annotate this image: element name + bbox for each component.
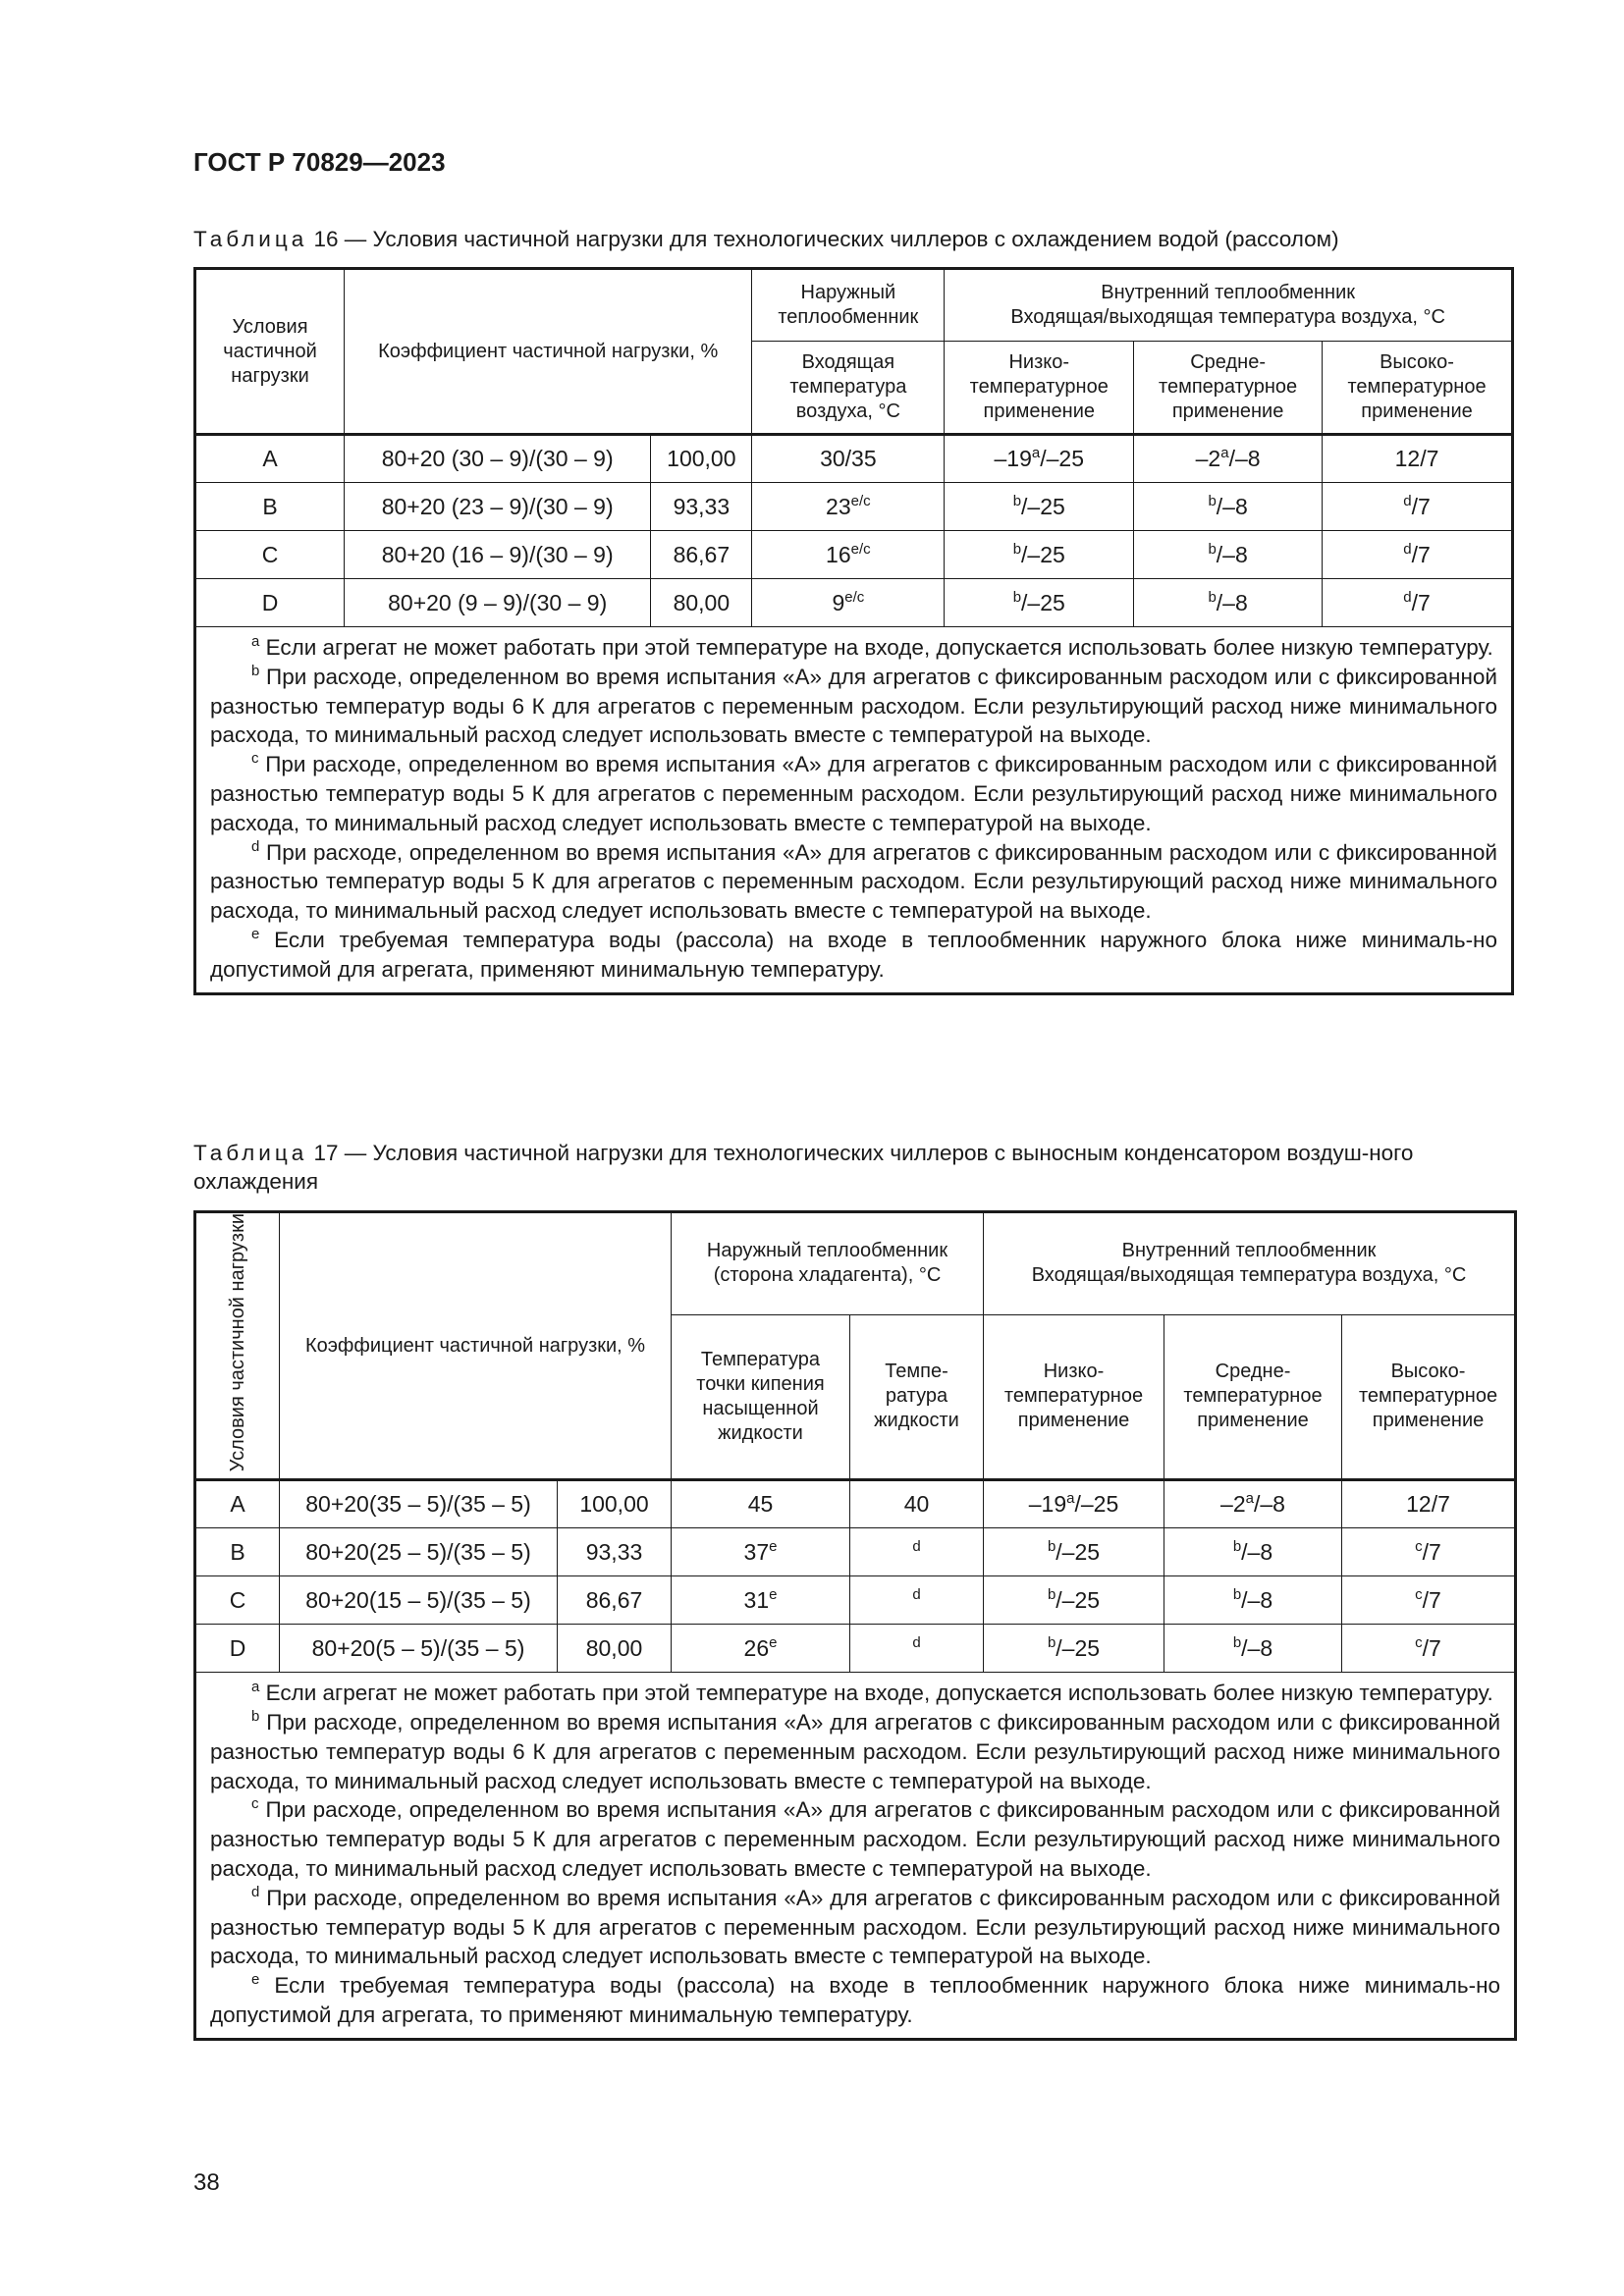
t17-mid-pre: b (1232, 1537, 1242, 1555)
footnote-mark: b (251, 662, 260, 679)
t17-header-outer-line2: (сторона хладагента), °С (713, 1264, 942, 1287)
t17-header-inner-line1: Внутренний теплообменник (1121, 1240, 1377, 1262)
t17-cell-high (1342, 1625, 1516, 1673)
table-row (195, 483, 1513, 531)
footnote (210, 1884, 1500, 1971)
t16-header-outer-sub: Входящая температура воздуха, °С (752, 342, 945, 435)
t16-cell-pct: 86,67 (651, 531, 752, 579)
t17-boil-value: 45 (747, 1491, 774, 1518)
t17-mid-post: /–8 (1241, 1538, 1273, 1565)
footnote-text: При расходе, определенном во время испытания «А» для агрегатов с фиксированным расходом или с фиксированной разностью температур воды 5 К для агрегатов с переменным расходом. Если результирующий расход ниже минимального расхода, то минимальный расход следует использовать вместе с температурой на выходе. (210, 839, 1497, 924)
t16-cell-high (1323, 435, 1513, 483)
t17-header-inner-group (984, 1212, 1516, 1315)
table-row (195, 1625, 1516, 1673)
t17-boil-value: 31 (743, 1586, 770, 1613)
t17-cell-liquid (850, 1625, 984, 1673)
t16-outer-value: 16 (826, 541, 851, 567)
t17-cell-low (984, 1528, 1164, 1576)
footnote (210, 926, 1497, 985)
t17-footnotes (195, 1673, 1516, 2040)
t17-mid-sup: а (1245, 1490, 1254, 1508)
t16-cell-mid (1134, 579, 1323, 627)
t16-outer-value: 23 (826, 493, 851, 519)
t16-mid-sup: а (1220, 445, 1229, 461)
t17-cell-formula: 80+20(25 – 5)/(35 – 5) (280, 1528, 558, 1576)
t17-low-post: /–25 (1056, 1634, 1101, 1661)
footnote-text: При расходе, определенном во время испытания «А» для агрегатов с фиксированным расходом или с фиксированной разностью температур воды 5 К для агрегатов с переменным расходом. Если результирующий расход ниже минимального расхода, то минимальный расход следует использовать вместе с температурой на выходе. (210, 752, 1497, 835)
t17-low-post: /–25 (1056, 1586, 1101, 1613)
t16-header-mid: Средне-температурное применение (1134, 342, 1323, 435)
t16-cell-outer (752, 435, 945, 483)
footnote-text: Если агрегат не может работать при этой температуре на входе, допускается использовать более низкую температуру. (259, 1681, 1493, 1706)
t16-low-post: /–25 (1021, 589, 1065, 615)
t17-liquid-sup: d (912, 1585, 921, 1603)
t16-cell-low (945, 483, 1134, 531)
t17-mid-post: /–8 (1241, 1634, 1273, 1661)
t16-header-high: Высоко-температурное применение (1323, 342, 1513, 435)
t17-liquid-sup: d (912, 1633, 921, 1651)
t17-high-value: /7 (1422, 1586, 1441, 1613)
t17-cell-high (1342, 1480, 1516, 1528)
footnote-mark: b (251, 1708, 260, 1726)
footnote (210, 1679, 1500, 1708)
t16-body (195, 435, 1513, 627)
footnote-mark: а (251, 1679, 260, 1696)
t17-low-pre: b (1047, 1633, 1056, 1651)
t16-cell-formula: 80+20 (30 – 9)/(30 – 9) (345, 435, 651, 483)
t17-cell-formula: 80+20(5 – 5)/(35 – 5) (280, 1625, 558, 1673)
footnote-mark: е (251, 1971, 260, 1989)
t17-header-mid: Средне-температурное применение (1164, 1314, 1342, 1479)
table16-caption-text: 16 — Условия частичной нагрузки для технологических чиллеров с охлаждением водой (рассолом) (313, 227, 1339, 251)
footnote-text: Если агрегат не может работать при этой температуре на входе, допускается использовать более низкую температуру. (259, 635, 1493, 660)
t16-low-pre: b (1012, 540, 1022, 558)
t17-cell-boil (672, 1576, 850, 1625)
t17-mid-post: /–8 (1253, 1491, 1285, 1518)
t17-header-low: Низко-температурное применение (984, 1314, 1164, 1479)
t17-boil-value: 37 (743, 1538, 770, 1565)
table16-caption-lead: Таблица (193, 227, 308, 251)
t16-cell-cond: B (195, 483, 345, 531)
t16-cell-cond: A (195, 435, 345, 483)
t17-cell-cond: C (195, 1576, 280, 1625)
t17-low-sup: а (1066, 1490, 1075, 1508)
t16-low-pre: b (1012, 588, 1022, 606)
t17-cell-boil (672, 1528, 850, 1576)
t16-cell-outer (752, 579, 945, 627)
t16-cell-mid (1134, 435, 1323, 483)
t17-cell-pct: 86,67 (558, 1576, 672, 1625)
t16-footnotes (195, 627, 1513, 994)
t17-high-pre: с (1415, 1585, 1423, 1603)
t16-header-coefficient: Коэффициент частичной нагрузки, % (345, 269, 752, 435)
t17-boil-value: 26 (743, 1634, 770, 1661)
t16-header-inner-group (945, 269, 1513, 342)
t17-low-pre: b (1047, 1585, 1056, 1603)
footnote (210, 838, 1497, 926)
t17-low-pre: b (1047, 1537, 1056, 1555)
t16-cell-cond: D (195, 579, 345, 627)
t16-header-inner-line1: Внутренний теплообменник (1101, 282, 1356, 303)
t16-high-value: /7 (1411, 589, 1431, 615)
t17-header-outer-line1: Наружный теплообменник (706, 1240, 948, 1262)
t16-low-post: /–25 (1021, 541, 1065, 567)
t17-cell-low (984, 1625, 1164, 1673)
t16-header-low: Низко-температурное применение (945, 342, 1134, 435)
t17-low-post: /–25 (1074, 1491, 1119, 1518)
t17-cell-high (1342, 1528, 1516, 1576)
t16-cell-pct: 80,00 (651, 579, 752, 627)
footnote (210, 633, 1497, 663)
t17-mid-pre: b (1232, 1633, 1242, 1651)
t16-outer-sup: е/с (850, 540, 871, 558)
t16-outer-value: 30/35 (820, 446, 877, 471)
t17-boil-sup: е (769, 1537, 778, 1555)
table-row (195, 1576, 1516, 1625)
footnote-mark: d (251, 837, 260, 855)
t17-cell-cond: B (195, 1528, 280, 1576)
footnote (210, 1795, 1500, 1883)
t17-cell-low (984, 1576, 1164, 1625)
t17-cell-cond: A (195, 1480, 280, 1528)
footnote-text: При расходе, определенном во время испытания «А» для агрегатов с фиксированным расходом или с фиксированной разностью температур воды 6 К для агрегатов с переменным расходом. Если результирующий расход ниже минимального расхода, то минимальный расход следует использовать вместе с температурой на выходе. (210, 664, 1497, 748)
table17-caption-lead: Таблица (193, 1141, 308, 1165)
t16-low-pre: b (1012, 492, 1022, 509)
t17-boil-sup: е (769, 1633, 778, 1651)
t16-high-pre: d (1403, 540, 1412, 558)
t17-mid-value: –2 (1220, 1491, 1246, 1518)
t17-header-high: Высоко-температурное применение (1342, 1314, 1516, 1479)
t17-high-pre: с (1415, 1537, 1423, 1555)
t17-cell-low (984, 1480, 1164, 1528)
t16-header-inner-line2: Входящая/выходящая температура воздуха, °С (1010, 306, 1445, 328)
table-row (195, 1480, 1516, 1528)
table16 (193, 267, 1514, 995)
t17-mid-post: /–8 (1241, 1586, 1273, 1613)
t17-cell-mid (1164, 1480, 1342, 1528)
t17-cell-liquid (850, 1480, 984, 1528)
footnote-text: При расходе, определенном во время испытания «А» для агрегатов с фиксированным расходом или с фиксированной разностью температур воды 5 К для агрегатов с переменным расходом. Если результирующий расход ниже минимального расхода, то минимальный расход следует использовать вместе с температурой на выходе. (210, 1797, 1501, 1881)
t16-cell-cond: C (195, 531, 345, 579)
t17-header-boil: Температура точки кипения насыщенной жидкости (672, 1314, 850, 1479)
footnote-mark: с (251, 1795, 259, 1813)
t17-cell-formula: 80+20(35 – 5)/(35 – 5) (280, 1480, 558, 1528)
t16-mid-pre: b (1208, 492, 1217, 509)
footnote-text: Если требуемая температура воды (рассола) на входе в теплообменник наружного блока ниже минималь-но допустимой для агрегата, то применяют минимальную температуру. (210, 1973, 1501, 2027)
t16-mid-pre: b (1208, 540, 1217, 558)
t16-cell-high (1323, 483, 1513, 531)
t16-outer-sup: е/с (850, 492, 871, 509)
t16-cell-low (945, 531, 1134, 579)
t17-cell-formula: 80+20(15 – 5)/(35 – 5) (280, 1576, 558, 1625)
t17-high-value: 12/7 (1406, 1491, 1450, 1518)
t17-header-conditions-text: Условия частичной нагрузки (226, 1213, 248, 1472)
t16-header-outer-group: Наружный теплообменник (752, 269, 945, 342)
table-row (195, 531, 1513, 579)
t17-cell-liquid (850, 1528, 984, 1576)
t16-mid-post: /–8 (1216, 541, 1248, 567)
t17-cell-mid (1164, 1625, 1342, 1673)
t16-cell-mid (1134, 531, 1323, 579)
t17-header-inner-line2: Входящая/выходящая температура воздуха, °С (1031, 1264, 1467, 1287)
t17-liquid-value: 40 (903, 1491, 930, 1518)
t16-cell-pct: 93,33 (651, 483, 752, 531)
table-row (195, 435, 1513, 483)
t16-outer-sup: е/с (844, 588, 865, 606)
t16-low-post: /–25 (1021, 493, 1065, 519)
t16-high-value: /7 (1411, 493, 1431, 519)
footnote-mark: е (251, 925, 260, 942)
t17-cell-pct: 93,33 (558, 1528, 672, 1576)
footnote-text: При расходе, определенном во время испытания «А» для агрегатов с фиксированным расходом или с фиксированной разностью температур воды 6 К для агрегатов с переменным расходом. Если результирующий расход ниже минимального расхода, то минимальный расход следует использовать вместе с температурой на выходе. (210, 1710, 1501, 1793)
footnote-mark: d (251, 1883, 260, 1900)
table17-caption (193, 1139, 1513, 1196)
t17-cell-mid (1164, 1528, 1342, 1576)
t16-cell-mid (1134, 483, 1323, 531)
t16-mid-post: /–8 (1216, 493, 1248, 519)
t16-cell-formula: 80+20 (16 – 9)/(30 – 9) (345, 531, 651, 579)
t17-boil-sup: е (769, 1585, 778, 1603)
t16-high-pre: d (1403, 492, 1412, 509)
t16-cell-formula: 80+20 (23 – 9)/(30 – 9) (345, 483, 651, 531)
footnote (210, 663, 1497, 750)
t17-cell-cond: D (195, 1625, 280, 1673)
t17-cell-pct: 100,00 (558, 1480, 672, 1528)
t17-header-coefficient: Коэффициент частичной нагрузки, % (280, 1212, 672, 1480)
t16-low-value: –19 (994, 446, 1032, 471)
t16-cell-low (945, 435, 1134, 483)
footnote (210, 1971, 1500, 2030)
table16-caption (193, 225, 1513, 253)
t16-cell-pct: 100,00 (651, 435, 752, 483)
t16-cell-formula: 80+20 (9 – 9)/(30 – 9) (345, 579, 651, 627)
t16-header-conditions: Условия частичной нагрузки (195, 269, 345, 435)
table-row (195, 579, 1513, 627)
footnote-mark: а (251, 633, 260, 650)
t17-cell-pct: 80,00 (558, 1625, 672, 1673)
t16-mid-post: /–8 (1216, 589, 1248, 615)
t17-mid-pre: b (1232, 1585, 1242, 1603)
t16-high-value: 12/7 (1394, 446, 1439, 471)
t16-cell-high (1323, 579, 1513, 627)
t16-mid-value: –2 (1195, 446, 1221, 471)
footnote (210, 750, 1497, 837)
footnote-mark: с (251, 750, 259, 768)
t17-high-value: /7 (1422, 1634, 1441, 1661)
t17-cell-liquid (850, 1576, 984, 1625)
t16-low-post: /–25 (1040, 446, 1084, 471)
footnote (210, 1708, 1500, 1795)
document-code: ГОСТ Р 70829—2023 (193, 147, 446, 177)
footnote-text: При расходе, определенном во время испытания «А» для агрегатов с фиксированным расходом или с фиксированной разностью температур воды 5 К для агрегатов с переменным расходом. Если результирующий расход ниже минимального расхода, то минимальный расход следует использовать вместе с температурой на выходе. (210, 1885, 1501, 1969)
t17-cell-high (1342, 1576, 1516, 1625)
t17-cell-mid (1164, 1576, 1342, 1625)
t17-high-value: /7 (1422, 1538, 1441, 1565)
table-row (195, 1528, 1516, 1576)
t17-liquid-sup: d (912, 1537, 921, 1555)
t16-cell-low (945, 579, 1134, 627)
t17-cell-boil (672, 1625, 850, 1673)
t17-low-value: –19 (1028, 1491, 1067, 1518)
t17-header-conditions (195, 1212, 280, 1480)
t17-low-post: /–25 (1056, 1538, 1101, 1565)
t16-cell-outer (752, 483, 945, 531)
t16-high-value: /7 (1411, 541, 1431, 567)
t16-cell-high (1323, 531, 1513, 579)
t17-cell-boil (672, 1480, 850, 1528)
t16-outer-value: 9 (832, 589, 845, 615)
table17 (193, 1210, 1517, 2041)
t17-header-outer-group (672, 1212, 984, 1315)
t17-body (195, 1480, 1516, 1673)
t16-cell-outer (752, 531, 945, 579)
t16-mid-post: /–8 (1228, 446, 1261, 471)
t16-high-pre: d (1403, 588, 1412, 606)
t17-high-pre: с (1415, 1633, 1423, 1651)
t16-low-sup: а (1031, 445, 1041, 461)
t16-mid-pre: b (1208, 588, 1217, 606)
t17-header-liquid: Темпе-ратура жидкости (850, 1314, 984, 1479)
footnote-text: Если требуемая температура воды (рассола) на входе в теплообменник наружного блока ниже минималь-но допустимой для агрегата, применяют минимальную температуру. (210, 927, 1497, 982)
table17-caption-text: 17 — Условия частичной нагрузки для технологических чиллеров с выносным конденсатором воздуш-ного охлаждения (193, 1141, 1414, 1194)
page-number: 38 (193, 2169, 220, 2196)
